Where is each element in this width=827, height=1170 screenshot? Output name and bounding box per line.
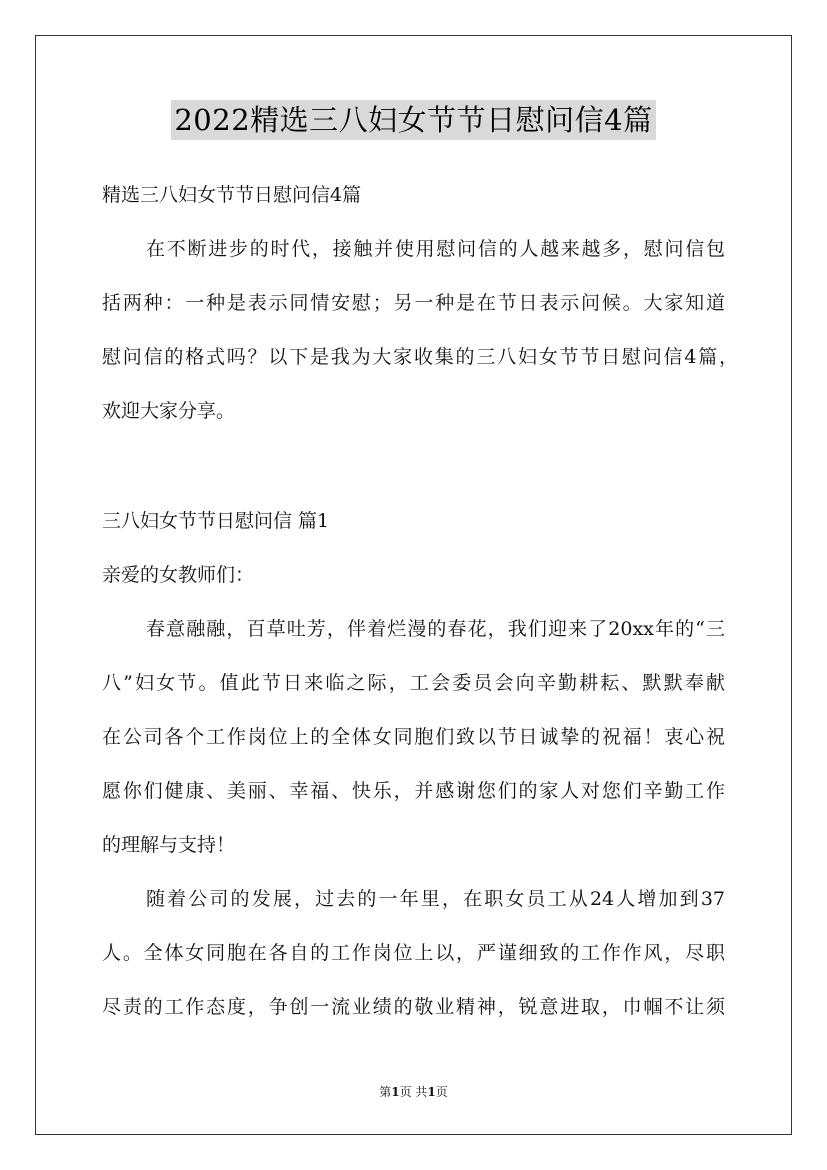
paragraph1-line-5: 的理解与支持！ (102, 834, 236, 856)
paragraph1-line-2: 八”妇女节。值此节日来临之际，工会委员会向辛勤耕耘、默默奉献 (102, 672, 725, 694)
intro-line-4: 欢迎大家分享。 (102, 400, 236, 422)
paragraph1-line-3: 在公司各个工作岗位上的全体女同胞们致以节日诚挚的祝福！衷心祝 (102, 726, 725, 748)
page-number: 1 (391, 1085, 400, 1099)
paragraph2-line-2: 人。全体女同胞在各自的工作岗位上以，严谨细致的工作作风，尽职 (102, 942, 725, 964)
footer-prefix: 第 (379, 1085, 392, 1099)
intro-line-3: 慰问信的格式吗？以下是我为大家收集的三八妇女节节日慰问信4篇， (102, 346, 738, 368)
total-pages: 1 (427, 1085, 436, 1099)
footer-mid: 页 共 (399, 1085, 428, 1099)
section-heading: 三八妇女节节日慰问信 篇1 (102, 510, 330, 532)
title-container (0, 100, 827, 140)
intro-line-2: 括两种：一种是表示同情安慰；另一种是在节日表示问候。大家知道 (102, 292, 725, 314)
footer-suffix: 页 (435, 1085, 448, 1099)
page-footer (0, 1084, 827, 1100)
salutation: 亲爱的女教师们： (102, 564, 255, 586)
paragraph2-line-1: 随着公司的发展，过去的一年里，在职女员工从24人增加到37 (146, 888, 725, 910)
paragraph1-line-4: 愿你们健康、美丽、幸福、快乐，并感谢您们的家人对您们辛勤工作 (102, 780, 725, 802)
intro-line-1: 在不断进步的时代，接触并使用慰问信的人越来越多，慰问信包 (146, 238, 725, 260)
document-subtitle: 精选三八妇女节节日慰问信4篇 (102, 184, 362, 206)
paragraph1-line-1: 春意融融，百草吐芳，伴着烂漫的春花，我们迎来了20xx年的“三 (146, 618, 725, 640)
document-title: 2022精选三八妇女节节日慰问信4篇 (171, 100, 655, 140)
paragraph2-line-3: 尽责的工作态度，争创一流业绩的敬业精神，锐意进取，巾帼不让须 (102, 996, 725, 1018)
